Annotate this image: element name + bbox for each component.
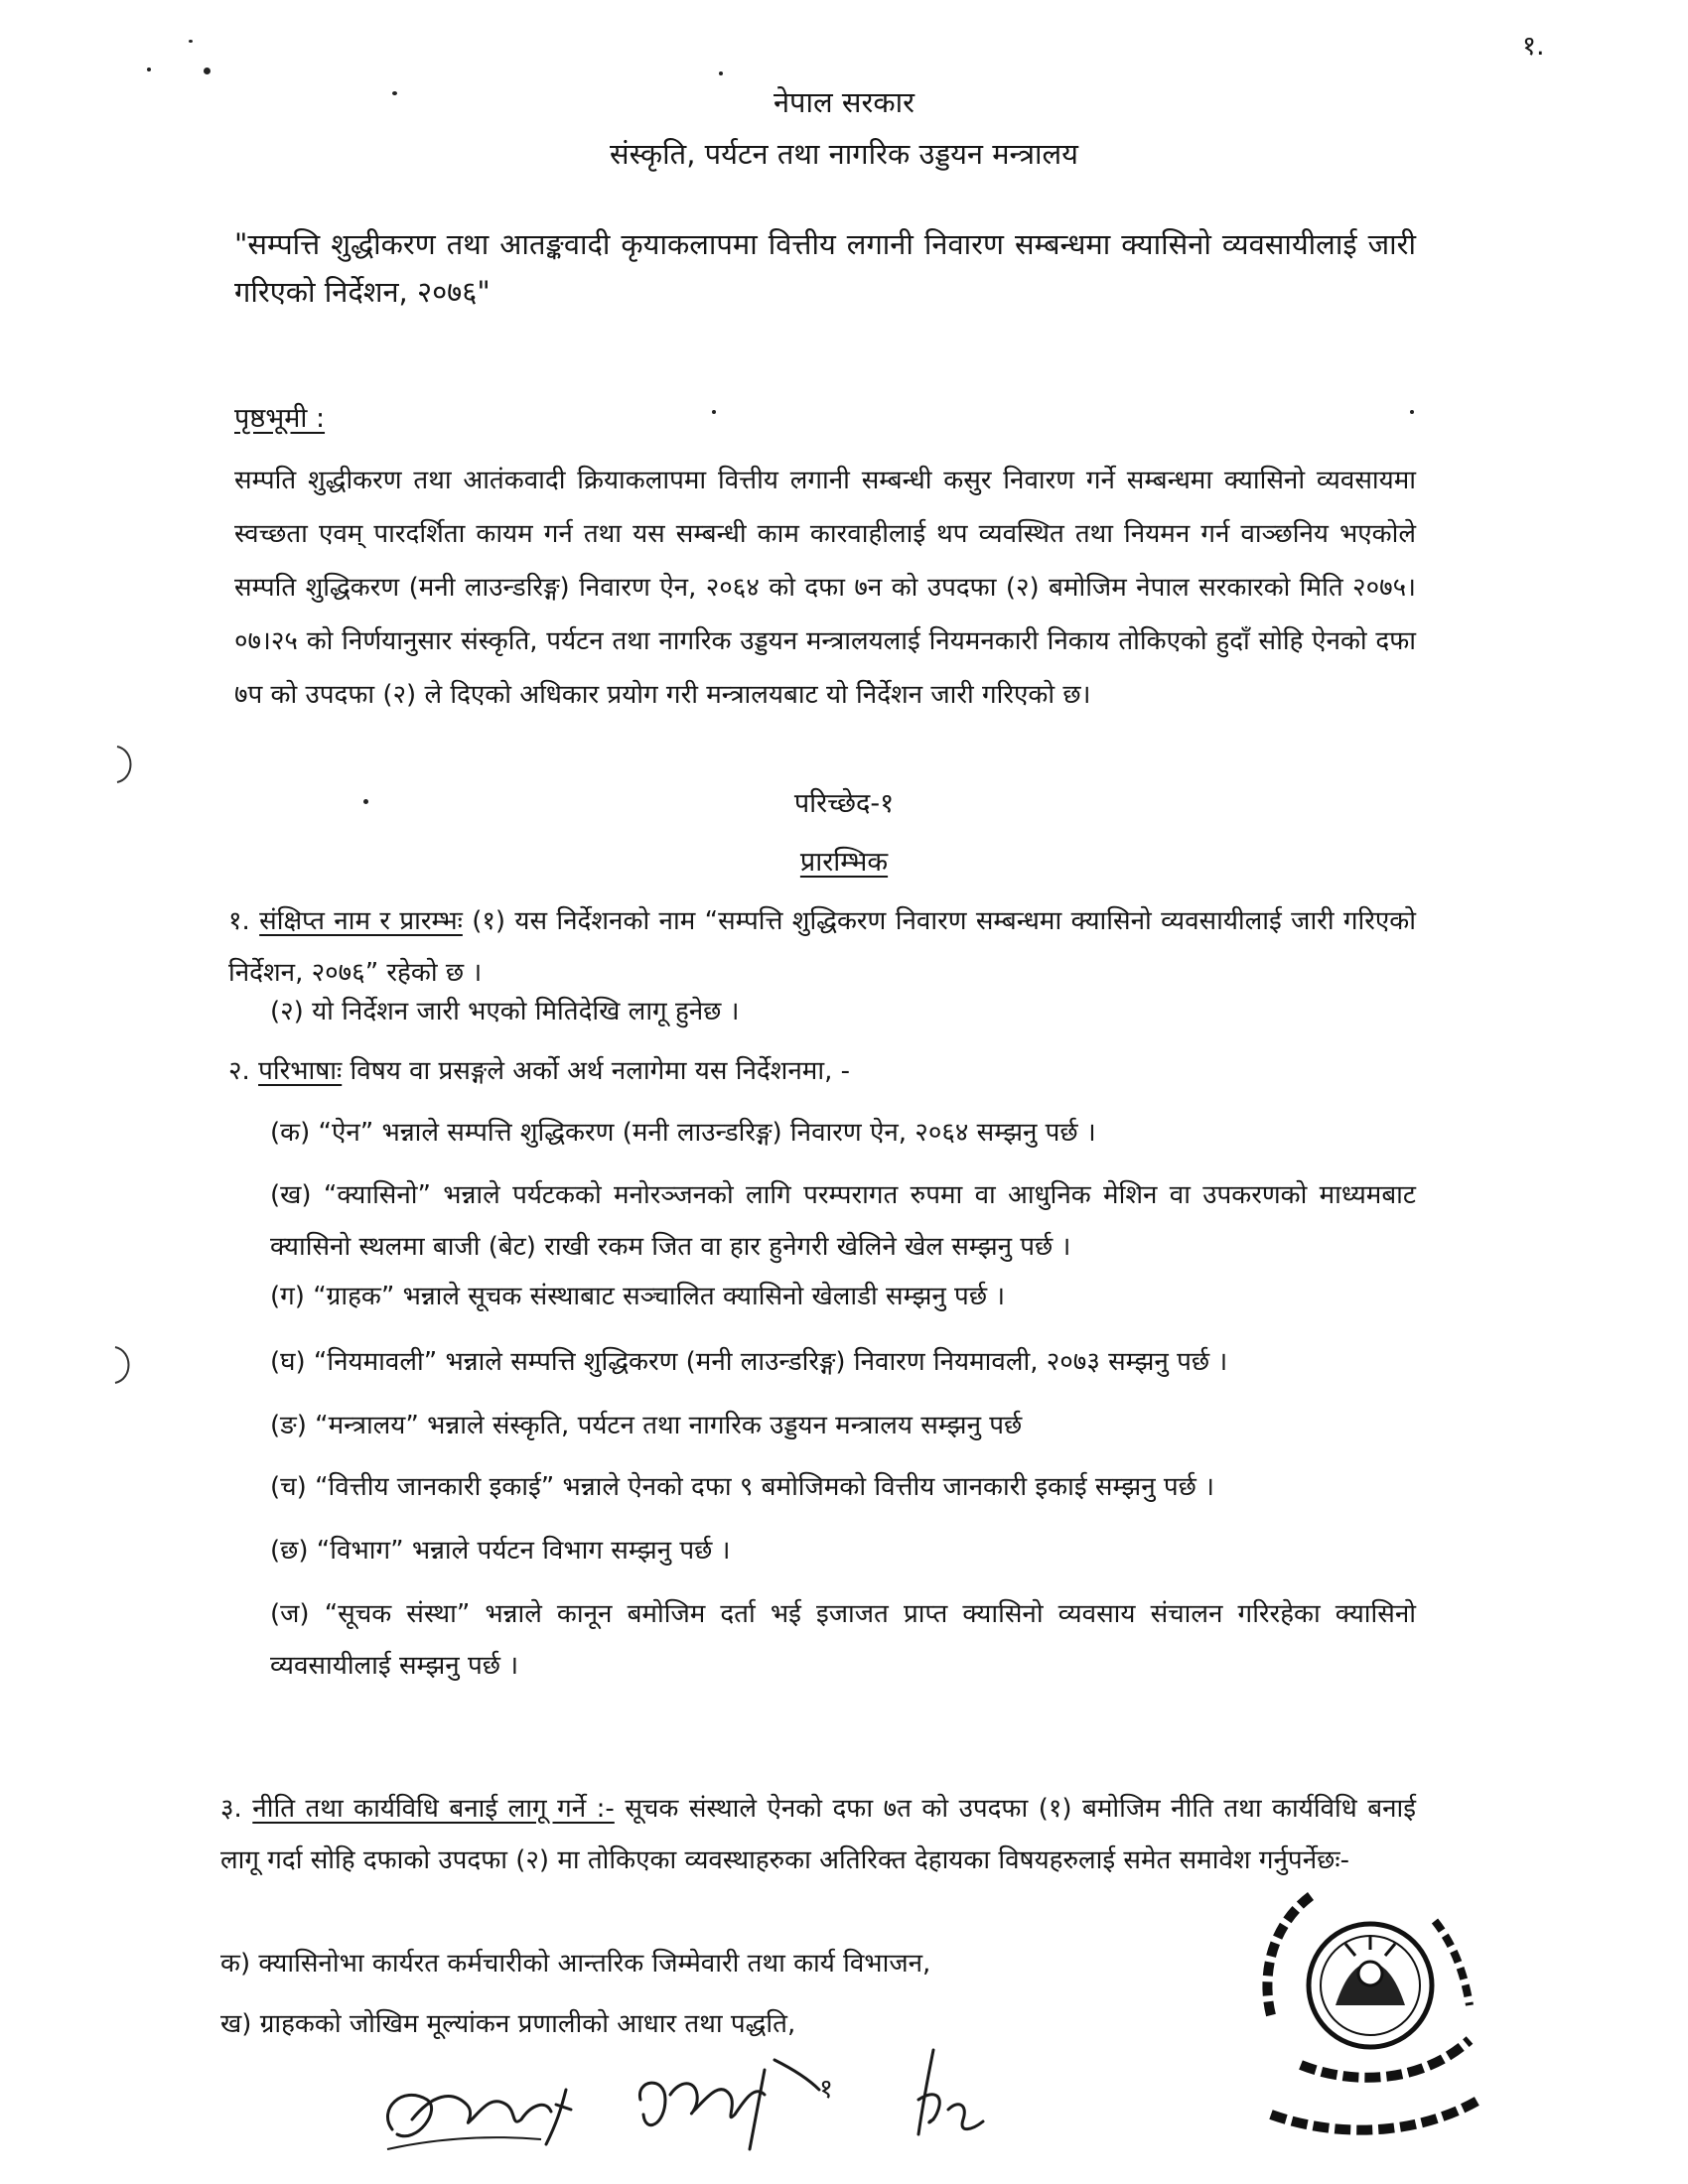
section-1	[228, 895, 1416, 999]
section-3-item-text: क्यासिनोभा कार्यरत कर्मचारीको आन्तरिक जिम्मेवारी तथा कार्य विभाजन,	[258, 1949, 931, 1979]
signature-3	[904, 2040, 993, 2149]
definition-text: “वित्तीय जानकारी इकाई” भन्नाले ऐनको दफा ९ बमोजिमको वित्तीय जानकारी इकाई सम्झनु पर्छ ।	[315, 1472, 1215, 1502]
section-3-intro: सूचक संस्थाले ऐनको दफा ७त को उपदफा (१) बमोजिम नीति तथा कार्यविधि बनाई लागू गर्दा सोहि दफाको उपदफा (२) मा तोकिएका व्यवस्थाहरुका अतिरिक्त देहायका विषयहरुलाई समेत समावेश गर्नुपर्नेछः-	[220, 1794, 1417, 1875]
section-1-heading: संक्षिप्त नाम र प्रारम्भः	[259, 906, 463, 936]
punch-hole-mark	[107, 1345, 147, 1385]
section-1-clause-2: (२) यो निर्देशन जारी भएको मितिदेखि लागू हुनेछ ।	[270, 997, 740, 1026]
section-3-item-text: ग्राहकको जोखिम मूल्यांकन प्रणालीको आधार तथा पद्धति,	[259, 2009, 796, 2039]
section-1-clause-1: (१) यस निर्देशनको नाम “सम्पत्ति शुद्धिकरण निवारण सम्बन्धमा क्यासिनो व्यवसायीलाई जारी गरिएको निर्देशन, २०७६” रहेको छ ।	[228, 906, 1416, 988]
background-heading: पृष्ठभूमी :	[234, 403, 326, 434]
definition-item	[270, 1346, 1227, 1380]
definition-text: “मन्त्रालय” भन्नाले संस्कृति, पर्यटन तथा नागरिक उड्डयन मन्त्रालय सम्झनु पर्छ	[315, 1411, 1023, 1440]
definition-label: (ङ)	[270, 1411, 307, 1440]
definition-label: (ख)	[270, 1180, 312, 1210]
section-1-number: १.	[228, 906, 250, 936]
definition-item	[270, 1588, 1416, 1692]
definition-text: “नियमावली” भन्नाले सम्पत्ति शुद्धिकरण (मनी लाउन्डरिङ्ग) निवारण नियमावली, २०७३ सम्झनु पर्छ ।	[313, 1347, 1228, 1377]
section-3-heading: नीति तथा कार्यविधि बनाई लागू गर्ने :-	[252, 1794, 615, 1824]
section-2-number: २.	[228, 1056, 250, 1086]
footer-page-number: १	[819, 2074, 834, 2105]
punch-hole-mark	[109, 745, 149, 784]
definition-item	[270, 1169, 1416, 1273]
definition-item	[270, 1471, 1214, 1505]
definition-text: “ग्राहक” भन्नाले सूचक संस्थाबाट सञ्चालित क्यासिनो खेलाडी सम्झनु पर्छ ।	[313, 1282, 1006, 1311]
definition-label: (च)	[270, 1472, 307, 1502]
section-3-item	[220, 1948, 930, 1981]
definition-item	[270, 1410, 1022, 1443]
official-seal	[1231, 1866, 1519, 2154]
signature-2	[626, 2040, 824, 2159]
definition-text: “ऐन” भन्नाले सम्पत्ति शुद्धिकरण (मनी लाउन्डरिङ्ग) निवारण ऐन, २०६४ सम्झनु पर्छ ।	[318, 1118, 1096, 1148]
section-3-item-label: क)	[220, 1949, 251, 1979]
directive-title: "सम्पत्ति शुद्धीकरण तथा आतङ्कवादी कृयाकलापमा वित्तीय लगानी निवारण सम्बन्धमा क्यासिनो व्यवसायीलाई जारी गरिएको निर्देशन, २०७६"	[234, 227, 1416, 309]
section-3-item-label: ख)	[220, 2009, 252, 2039]
ministry-name: संस्कृति, पर्यटन तथा नागरिक उड्डयन मन्त्रालय	[610, 137, 1078, 171]
definition-item	[270, 1281, 1005, 1314]
definition-text: “सूचक संस्था” भन्नाले कानून बमोजिम दर्ता भई इजाजत प्राप्त क्यासिनो व्यवसाय संचालन गरिरहेका क्यासिनो व्यवसायीलाई सम्झनु पर्छ ।	[270, 1599, 1416, 1681]
definition-text: “विभाग” भन्नाले पर्यटन विभाग सम्झनु पर्छ ।	[316, 1536, 731, 1566]
page-number-corner: १.	[1522, 31, 1545, 62]
section-2-heading: परिभाषाः	[258, 1056, 343, 1086]
section-2	[228, 1055, 850, 1089]
section-3-item	[220, 2008, 795, 2042]
definition-label: (क)	[270, 1118, 311, 1148]
definition-text: “क्यासिनो” भन्नाले पर्यटकको मनोरञ्जनको लागि परम्परागत रुपमा वा आधुनिक मेशिन वा उपकरणको माध्यमबाट क्यासिनो स्थलमा बाजी (बेट) राखी रकम जित वा हार हुनेगरी खेलिने खेल सम्झनु पर्छ ।	[270, 1180, 1417, 1262]
section-2-intro: विषय वा प्रसङ्गले अर्को अर्थ नलागेमा यस निर्देशनमा, -	[350, 1056, 850, 1086]
definition-label: (छ)	[270, 1536, 309, 1566]
chapter-number: परिच्छेद-१	[793, 788, 895, 819]
definition-label: (ग)	[270, 1282, 305, 1311]
definition-label: (ज)	[270, 1599, 310, 1629]
definition-item	[270, 1535, 730, 1569]
signature-1	[372, 2050, 591, 2159]
background-body: सम्पति शुद्धीकरण तथा आतंकवादी क्रियाकलापमा वित्तीय लगानी सम्बन्धी कसुर निवारण गर्ने सम्बन्धमा क्यासिनो व्यवसायमा स्वच्छता एवम् पारदर्शिता कायम गर्न तथा यस सम्बन्धी काम कारवाहीलाई थप व्यवस्थित तथा नियमन गर्न वाञ्छनिय भएकोले सम्पति शुद्धिकरण (मनी लाउन्डरिङ्ग) निवारण ऐन, २०६४ को दफा ७न को उपदफा (२) बमोजिम नेपाल सरकारको मिति २०७५।०७।२५ को निर्णयानुसार संस्कृति, पर्यटन तथा नागरिक उड्डयन मन्त्रालयलाई नियमनकारी निकाय तोकिएको हुदाँ सोहि ऐनको दफा ७प को उपदफा (२) ले दिएको अधिकार प्रयोग गरी मन्त्रालयबाट यो निर्देशन जारी गरिएको छ।	[234, 466, 1416, 710]
government-name: नेपाल सरकार	[773, 85, 915, 119]
chapter-name: प्रारम्भिक	[799, 847, 889, 878]
section-3-number: ३.	[220, 1794, 242, 1824]
definition-label: (घ)	[270, 1347, 306, 1377]
definition-item	[270, 1117, 1096, 1151]
